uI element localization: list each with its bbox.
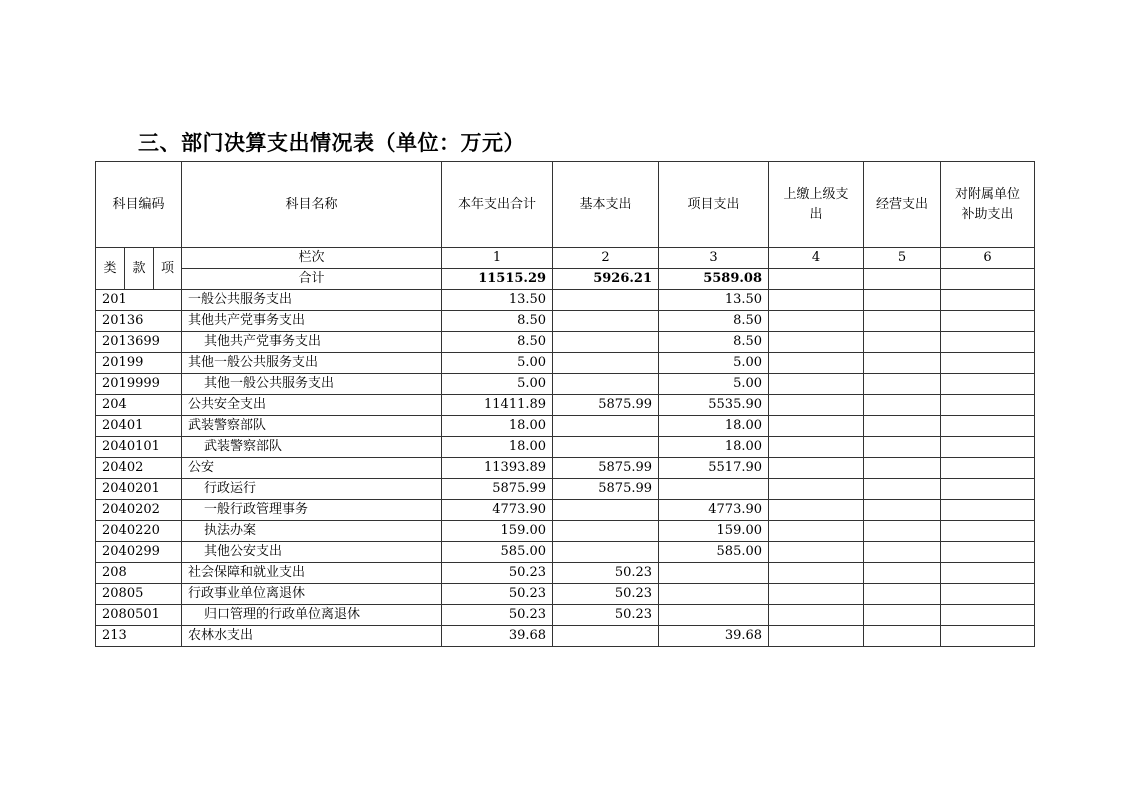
total-col3: 5589.08 (659, 269, 769, 290)
row-col2: 5875.99 (553, 395, 659, 416)
row-col4 (769, 500, 864, 521)
row-col1: 50.23 (442, 563, 553, 584)
row-col4 (769, 437, 864, 458)
row-col2 (553, 500, 659, 521)
row-code: 20136 (96, 311, 182, 332)
row-col5 (864, 626, 941, 647)
row-col5 (864, 584, 941, 605)
row-col2 (553, 311, 659, 332)
row-col3 (659, 584, 769, 605)
row-col2: 50.23 (553, 563, 659, 584)
row-col5 (864, 437, 941, 458)
row-code: 2040299 (96, 542, 182, 563)
row-col2 (553, 374, 659, 395)
row-col6 (941, 458, 1035, 479)
row-col1: 11393.89 (442, 458, 553, 479)
row-col3: 39.68 (659, 626, 769, 647)
col-index-6: 6 (941, 248, 1035, 269)
row-col3: 5535.90 (659, 395, 769, 416)
row-col3: 159.00 (659, 521, 769, 542)
row-col6 (941, 542, 1035, 563)
row-col4 (769, 542, 864, 563)
row-code: 201 (96, 290, 182, 311)
row-name: 其他共产党事务支出 (182, 332, 442, 353)
total-label: 合计 (182, 269, 442, 290)
lanci-label: 栏次 (182, 248, 442, 269)
header-code: 科目编码 (96, 162, 182, 248)
row-col3: 5.00 (659, 353, 769, 374)
row-code: 2040202 (96, 500, 182, 521)
row-name: 武装警察部队 (182, 416, 442, 437)
col-index-5: 5 (864, 248, 941, 269)
row-code: 20402 (96, 458, 182, 479)
total-col2: 5926.21 (553, 269, 659, 290)
row-col3: 8.50 (659, 311, 769, 332)
table-row (96, 458, 1035, 479)
table-row (96, 311, 1035, 332)
row-col2: 5875.99 (553, 458, 659, 479)
row-col3 (659, 605, 769, 626)
header-col4: 上缴上级支出 (769, 162, 864, 248)
row-code: 20401 (96, 416, 182, 437)
row-col6 (941, 290, 1035, 311)
row-col2 (553, 542, 659, 563)
row-name: 其他共产党事务支出 (182, 311, 442, 332)
row-col5 (864, 500, 941, 521)
total-col5 (864, 269, 941, 290)
table-row (96, 605, 1035, 626)
table-row (96, 332, 1035, 353)
row-col1: 5.00 (442, 374, 553, 395)
row-name: 行政运行 (182, 479, 442, 500)
row-col1: 39.68 (442, 626, 553, 647)
column-index-row (96, 248, 1035, 269)
row-col4 (769, 584, 864, 605)
header-row (96, 162, 1035, 248)
row-name: 执法办案 (182, 521, 442, 542)
row-col3: 5517.90 (659, 458, 769, 479)
row-col4 (769, 395, 864, 416)
row-col6 (941, 374, 1035, 395)
table-row (96, 416, 1035, 437)
row-code: 20199 (96, 353, 182, 374)
row-code: 213 (96, 626, 182, 647)
table-row (96, 521, 1035, 542)
row-col5 (864, 521, 941, 542)
table-row (96, 626, 1035, 647)
table-row (96, 563, 1035, 584)
row-col1: 13.50 (442, 290, 553, 311)
expenditure-table (95, 161, 1035, 647)
row-name: 农林水支出 (182, 626, 442, 647)
header-name: 科目名称 (182, 162, 442, 248)
row-name: 其他公安支出 (182, 542, 442, 563)
row-col4 (769, 332, 864, 353)
row-col5 (864, 395, 941, 416)
row-col6 (941, 626, 1035, 647)
row-col4 (769, 563, 864, 584)
row-col1: 8.50 (442, 311, 553, 332)
row-col2 (553, 437, 659, 458)
row-col3: 13.50 (659, 290, 769, 311)
row-col4 (769, 521, 864, 542)
row-col4 (769, 416, 864, 437)
row-name: 行政事业单位离退休 (182, 584, 442, 605)
row-col2 (553, 626, 659, 647)
col-index-3: 3 (659, 248, 769, 269)
row-col3: 18.00 (659, 416, 769, 437)
row-col4 (769, 626, 864, 647)
row-col4 (769, 374, 864, 395)
row-col4 (769, 290, 864, 311)
row-col6 (941, 395, 1035, 416)
row-col3: 5.00 (659, 374, 769, 395)
table-row (96, 584, 1035, 605)
row-col1: 5875.99 (442, 479, 553, 500)
kuan-label: 款 (125, 248, 154, 290)
table-row (96, 542, 1035, 563)
row-col1: 18.00 (442, 416, 553, 437)
row-col6 (941, 332, 1035, 353)
table-row (96, 374, 1035, 395)
total-col6 (941, 269, 1035, 290)
header-col3: 项目支出 (659, 162, 769, 248)
row-col3: 585.00 (659, 542, 769, 563)
row-col2 (553, 521, 659, 542)
row-name: 归口管理的行政单位离退休 (182, 605, 442, 626)
row-code: 2040101 (96, 437, 182, 458)
row-code: 2019999 (96, 374, 182, 395)
row-name: 社会保障和就业支出 (182, 563, 442, 584)
table-row (96, 479, 1035, 500)
row-code: 2040201 (96, 479, 182, 500)
row-col4 (769, 479, 864, 500)
row-code: 20805 (96, 584, 182, 605)
row-name: 公安 (182, 458, 442, 479)
row-col1: 585.00 (442, 542, 553, 563)
row-name: 公共安全支出 (182, 395, 442, 416)
row-col3: 4773.90 (659, 500, 769, 521)
row-col6 (941, 563, 1035, 584)
row-col3: 18.00 (659, 437, 769, 458)
page-title: 三、部门决算支出情况表（单位：万元） (138, 131, 525, 155)
row-col5 (864, 542, 941, 563)
row-col5 (864, 605, 941, 626)
header-col6: 对附属单位补助支出 (941, 162, 1035, 248)
row-col1: 5.00 (442, 353, 553, 374)
row-col6 (941, 605, 1035, 626)
row-col1: 8.50 (442, 332, 553, 353)
row-col2: 50.23 (553, 605, 659, 626)
row-code: 204 (96, 395, 182, 416)
row-col1: 159.00 (442, 521, 553, 542)
row-col5 (864, 479, 941, 500)
row-col4 (769, 605, 864, 626)
row-col4 (769, 458, 864, 479)
row-col1: 11411.89 (442, 395, 553, 416)
total-col4 (769, 269, 864, 290)
row-code: 2080501 (96, 605, 182, 626)
table-row (96, 437, 1035, 458)
row-col3: 8.50 (659, 332, 769, 353)
xiang-label: 项 (154, 248, 182, 290)
row-name: 武装警察部队 (182, 437, 442, 458)
row-col5 (864, 311, 941, 332)
row-col2: 5875.99 (553, 479, 659, 500)
table-row (96, 290, 1035, 311)
row-col6 (941, 416, 1035, 437)
row-col2 (553, 290, 659, 311)
row-col4 (769, 353, 864, 374)
row-code: 208 (96, 563, 182, 584)
row-name: 一般公共服务支出 (182, 290, 442, 311)
row-col2 (553, 332, 659, 353)
header-col1: 本年支出合计 (442, 162, 553, 248)
row-name: 一般行政管理事务 (182, 500, 442, 521)
row-col1: 18.00 (442, 437, 553, 458)
table-row (96, 395, 1035, 416)
row-col2: 50.23 (553, 584, 659, 605)
total-row (96, 269, 1035, 290)
row-code: 2013699 (96, 332, 182, 353)
row-col5 (864, 290, 941, 311)
row-col5 (864, 353, 941, 374)
table-row (96, 353, 1035, 374)
row-col6 (941, 353, 1035, 374)
row-code: 2040220 (96, 521, 182, 542)
row-col6 (941, 521, 1035, 542)
header-col5: 经营支出 (864, 162, 941, 248)
row-col2 (553, 416, 659, 437)
row-col4 (769, 311, 864, 332)
row-col3 (659, 563, 769, 584)
row-col5 (864, 374, 941, 395)
row-col3 (659, 479, 769, 500)
row-col6 (941, 500, 1035, 521)
row-col6 (941, 437, 1035, 458)
table-row (96, 500, 1035, 521)
row-col6 (941, 584, 1035, 605)
header-col2: 基本支出 (553, 162, 659, 248)
row-col1: 50.23 (442, 584, 553, 605)
row-col5 (864, 332, 941, 353)
row-name: 其他一般公共服务支出 (182, 374, 442, 395)
lei-label: 类 (96, 248, 125, 290)
row-col1: 4773.90 (442, 500, 553, 521)
row-col5 (864, 458, 941, 479)
col-index-4: 4 (769, 248, 864, 269)
row-col1: 50.23 (442, 605, 553, 626)
row-col6 (941, 311, 1035, 332)
col-index-2: 2 (553, 248, 659, 269)
row-col2 (553, 353, 659, 374)
row-col5 (864, 563, 941, 584)
row-col6 (941, 479, 1035, 500)
col-index-1: 1 (442, 248, 553, 269)
total-col1: 11515.29 (442, 269, 553, 290)
row-name: 其他一般公共服务支出 (182, 353, 442, 374)
row-col5 (864, 416, 941, 437)
